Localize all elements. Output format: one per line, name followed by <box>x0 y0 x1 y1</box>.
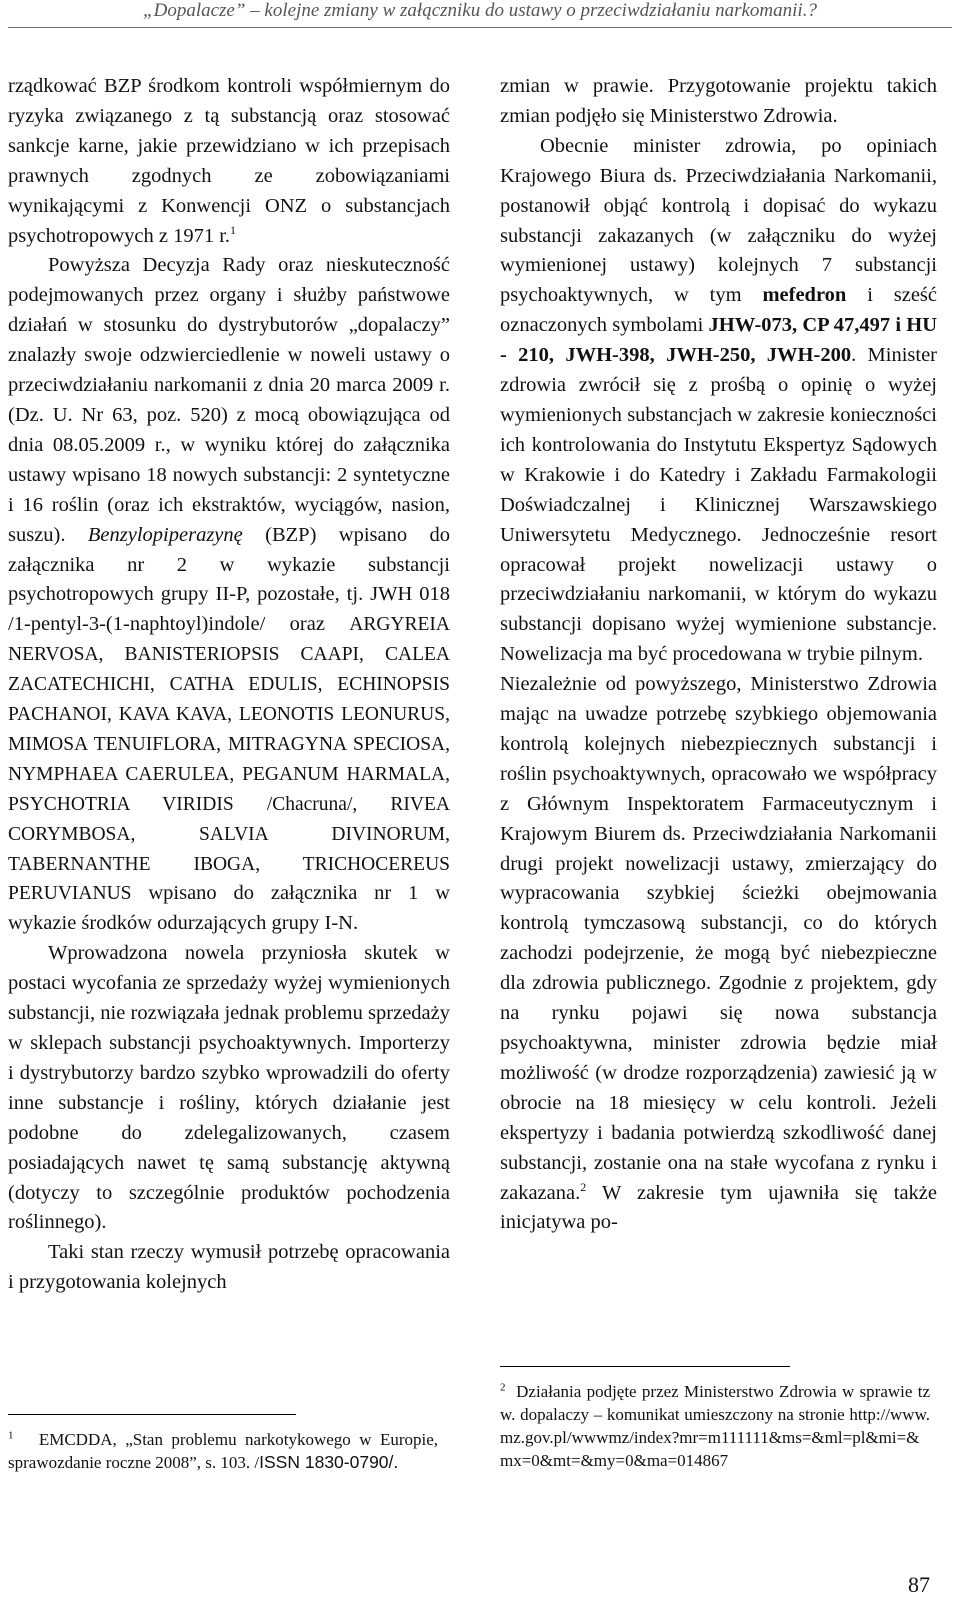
left-column <box>8 72 450 1298</box>
paragraph: zmian w prawie. Przygotowanie projektu takich zmian podjęło się Ministerstwo Zdrowia. <box>500 75 937 127</box>
footnote-1: $^1$ EMCDDA, „Stan problemu narkotykowego w Europie, sprawozdanie roczne 2008”, s. 103. /ISSN 1830-0790/. <box>8 1429 439 1472</box>
paragraph: Powyższa Decyzja Rady oraz nieskuteczność podejmowanych przez organy i służby państwowe działań w stosunku do dystrybutorów „dopalaczy” znalazły swoje odzwierciedlenie w noweli ustawy o przeciwdziałaniu narkomanii z dnia 20 marca 2009 r. (Dz. U. Nr 63, poz. 520) z mocą obowiązująca od dnia 08.05.2009 r., w wyniku której do załącznika ustawy wpisano 18 nowych substancji: 2 syntetyczne i 16 roślin (oraz ich ekstraktów, wyciągów, nasion, suszu). Benzylopiperazynę (BZP) wpisano do załącznika nr 2 w wykazie substancji psychotropowych grupy II-P, pozostałe, tj. JWH 018 /1-pentyl-3-(1-naphtoyl)indole/ oraz ARGYREIA NERVOSA, BANISTERIOPSIS CAAPI, CALEA ZACATECHICHI, CATHA EDULIS, ECHINOPSIS PACHANOI, KAVA KAVA, LEONOTIS LEONURUS, MIMOSA TENUIFLORA, MITRAGYNA SPECIOSA, NYMPHAEA CAERULEA, PEGANUM HARMALA, PSYCHOTRIA VIRIDIS /Chacruna/, RIVEA CORYMBOSA, SALVIA DIVINORUM, TABERNANTHE IBOGA, TRICHOCEREUS PERUVIANUS wpisano do załącznika nr 1 w wykazie środków odurzających grupy I-N. <box>8 254 450 935</box>
paragraph: rządkować BZP środkom kontroli współmiernym do ryzyka związanego z tą substancją oraz stosować sankcje karne, jakie przewidziano w ich przepisach prawnych zgodnych ze zobowiązaniami wynikającymi z Konwencji ONZ o substancjach psychotropowych z 1971 r.$^1$ <box>8 75 450 247</box>
footnote-ref[interactable]: 1 <box>230 222 237 237</box>
right-column <box>500 72 937 1238</box>
footnote-rule <box>500 1366 790 1367</box>
paragraph: Wprowadzona nowela przyniosła skutek w postaci wycofania ze sprzedaży wyżej wymienionych substancji, nie rozwiązała jednak problemu sprzedaży w sklepach substancji psychoaktywnych. Importerzy i dystrybutorzy bardzo szybko wprowadzili do oferty inne substancje i rośliny, których działanie jest podobne do zdelegalizowanych, czasem posiadających nawet tę samą substancję aktywną (dotyczy to szczególnie produktów pochodzenia roślinnego). <box>8 942 450 1234</box>
paragraph: Taki stan rzeczy wymusił potrzebę opracowania i przygotowania kolejnych <box>8 1241 450 1294</box>
running-header: „Dopalacze” – kolejne zmiany w załączniku do ustawy o przeciwdziałaniu narkomanii.? <box>143 0 817 21</box>
paragraph: Niezależnie od powyższego, Ministerstwo Zdrowia mając na uwadze potrzebę szybkiego objemowania kontrolą kolejnych niebezpiecznych substancji i roślin psychoaktywnych, opracowało we współpracy z Głównym Inspektoratem Farmaceutycznym i Krajowym Biurem ds. Przeciwdziałania Narkomanii drugi projekt nowelizacji ustawy, zmierzający do wypracowania szybkiej ścieżki obejmowania kontrolą tymczasową substancji, co do których zachodzi podejrzenie, że mogą być niebezpieczne dla zdrowia publicznego. Zgodnie z projektem, gdy na rynku pojawi się nowa substancja psychoaktywna, minister zdrowia będzie miał możliwość (w drodze rozporządzenia) zawiesić ją w obrocie na 18 miesięcy w celu kontroli. Jeżeli ekspertyzy i badania potwierdzą szkodliwość danej substancji, zostanie ona na stałe wycofana z rynku i zakazana.$^2$ W zakresie tym ujawniła się także inicjatywa po- <box>500 673 937 1234</box>
page-number: 87 <box>908 1572 930 1597</box>
footnote-ref[interactable]: 2 <box>580 1179 587 1194</box>
footnote-rule <box>8 1414 296 1415</box>
plant-list: ARGYREIA NERVOSA, BANISTERIOPSIS CAAPI, CALEA ZACATECHICHI, CATHA EDULIS, ECHINOPSIS PACHANOI, KAVA KAVA, LEONOTIS LEONURUS, MIMOSA TENUIFLORA, MITRAGYNA SPECIOSA, NYMPHAEA CAERULEA, PEGANUM HARMALA, PSYCHOTRIA VIRIDIS /Chacruna/, RIVEA CORYMBOSA, SALVIA DIVINORUM, TABERNANTHE IBOGA, TRICHOCEREUS PERUVIANUS <box>8 614 450 905</box>
footnote-2: $^2$ Działania podjęte przez Ministerstwo Zdrowia w sprawie tzw. dopalaczy – komunikat umieszczony na stronie http://www.mz.gov.pl/wwwmz/index?mr=m111111&ms=&ml=pl&mi=&mx=0&mt=&my=0&ma=014867 <box>500 1381 930 1470</box>
header-rule <box>8 27 952 28</box>
paragraph: Obecnie minister zdrowia, po opiniach Krajowego Biura ds. Przeciwdziałania Narkomanii, postanowił objąć kontrolą i dopisać do wykazu substancji zakazanych (w załączniku do wyżej wymienionej ustawy) kolejnych 7 substancji psychoaktywnych, w tym mefedron i sześć oznaczonych symbolami JHW-073, CP 47,497 i HU - 210, JWH-398, JWH-250, JWH-200. Minister zdrowia zwrócił się z prośbą o opinię o wyżej wymienionych substancjach w zakresie konieczności ich kontrolowania do Instytutu Ekspertyz Sądowych w Krakowie i do Katedry i Zakładu Farmakologii Doświadczalnej i Klinicznej Warszawskiego Uniwersytetu Medycznego. Jednocześnie resort opracował projekt nowelizacji ustawy o przeciwdziałaniu narkomanii, w którym do wykazu substancji dopisano wyżej wymienione substancje. Nowelizacja ma być procedowana w trybie pilnym. <box>500 134 938 666</box>
